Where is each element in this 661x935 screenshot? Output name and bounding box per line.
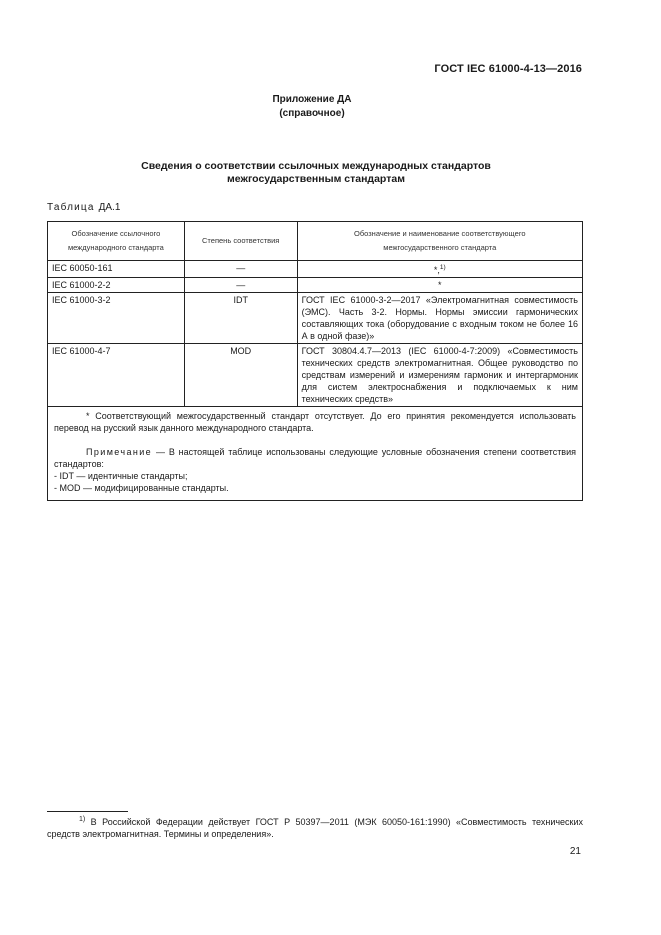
appendix-block <box>0 93 624 121</box>
header-cell-reference <box>48 222 185 261</box>
note-label: Примечание <box>86 447 153 457</box>
standard-cell: ГОСТ IEC 61000-3-2—2017 «Электромагнитная совместимость (ЭМС). Часть 3-2. Нормы. Нормы эмиссии гармонических составляющих тока (оборудование с входным током не более 16 А в одной фазе)» <box>297 293 582 344</box>
standard-text: *, <box>433 265 440 275</box>
table-note <box>54 446 576 470</box>
table-row <box>48 344 583 407</box>
header-ref-line-1: Обозначение ссылочного <box>71 229 161 238</box>
table-caption-number: ДА.1 <box>98 202 121 213</box>
note-text: — В настоящей таблице использованы следующие условные обозначения степени соответствия стандартов: <box>54 447 576 469</box>
page-footnote <box>47 814 583 840</box>
table-footnote-cell <box>48 407 583 501</box>
correspondence-table <box>47 221 583 501</box>
appendix-title: Приложение ДА <box>272 94 352 105</box>
standard-cell: ГОСТ 30804.4.7—2013 (IEC 61000-4-7:2009) «Совместимость технических средств электромагнитная. Общее руководство по средствам измерений и измерениям гармоник и интергармоник для систем электроснабжения и подключаемых к ним технических средств» <box>297 344 582 407</box>
standard-cell: * <box>297 278 582 293</box>
degree-cell: IDT <box>184 293 297 344</box>
note-item-idt: - IDT — идентичные стандарты; <box>54 471 188 481</box>
document-code: ГОСТ IEC 61000-4-13—2016 <box>434 63 582 75</box>
section-heading <box>0 160 632 186</box>
table-header-row <box>48 222 583 261</box>
ref-cell: IEC 61000-3-2 <box>48 293 185 344</box>
ref-cell: IEC 60050-161 <box>48 261 185 278</box>
appendix-subtitle: (справочное) <box>279 108 345 119</box>
header-cell-standard <box>297 222 582 261</box>
note-item-mod: - MOD — модифицированные стандарты. <box>54 483 229 493</box>
degree-cell: — <box>184 261 297 278</box>
table-row <box>48 293 583 344</box>
table-caption <box>47 202 120 213</box>
table-row <box>48 261 583 278</box>
footnote-marker: 1) <box>439 264 446 271</box>
degree-cell: MOD <box>184 344 297 407</box>
degree-cell: — <box>184 278 297 293</box>
table-footnote-row <box>48 407 583 501</box>
header-standard-line-2: межгосударственного стандарта <box>383 243 497 252</box>
standard-cell <box>297 261 582 278</box>
footnote-separator <box>47 811 128 812</box>
page-number: 21 <box>569 846 581 857</box>
header-cell-degree <box>184 222 297 261</box>
header-standard-line-1: Обозначение и наименование соответствующего <box>354 229 526 238</box>
header-ref-line-2: международного стандарта <box>67 243 164 252</box>
ref-cell: IEC 61000-2-2 <box>48 278 185 293</box>
page-footnote-marker: 1) <box>79 816 86 823</box>
header-degree-label: Степень соответствия <box>202 236 280 245</box>
page-footnote-text: В Российской Федерации действует ГОСТ Р 50397—2011 (МЭК 60050-161:1990) «Совместимость технических средств электромагнитная. Термины и определения». <box>47 817 583 839</box>
heading-line-1: Сведения о соответствии ссылочных международных стандартов <box>141 160 491 172</box>
table-row <box>48 278 583 293</box>
heading-line-2: межгосударственным стандартам <box>227 173 405 185</box>
table-footnote: * Соответствующий межгосударственный стандарт отсутствует. До его принятия рекомендуется использовать перевод на русский язык данного международного стандарта. <box>54 411 576 433</box>
table-caption-label: Таблица <box>47 202 95 213</box>
ref-cell: IEC 61000-4-7 <box>48 344 185 407</box>
